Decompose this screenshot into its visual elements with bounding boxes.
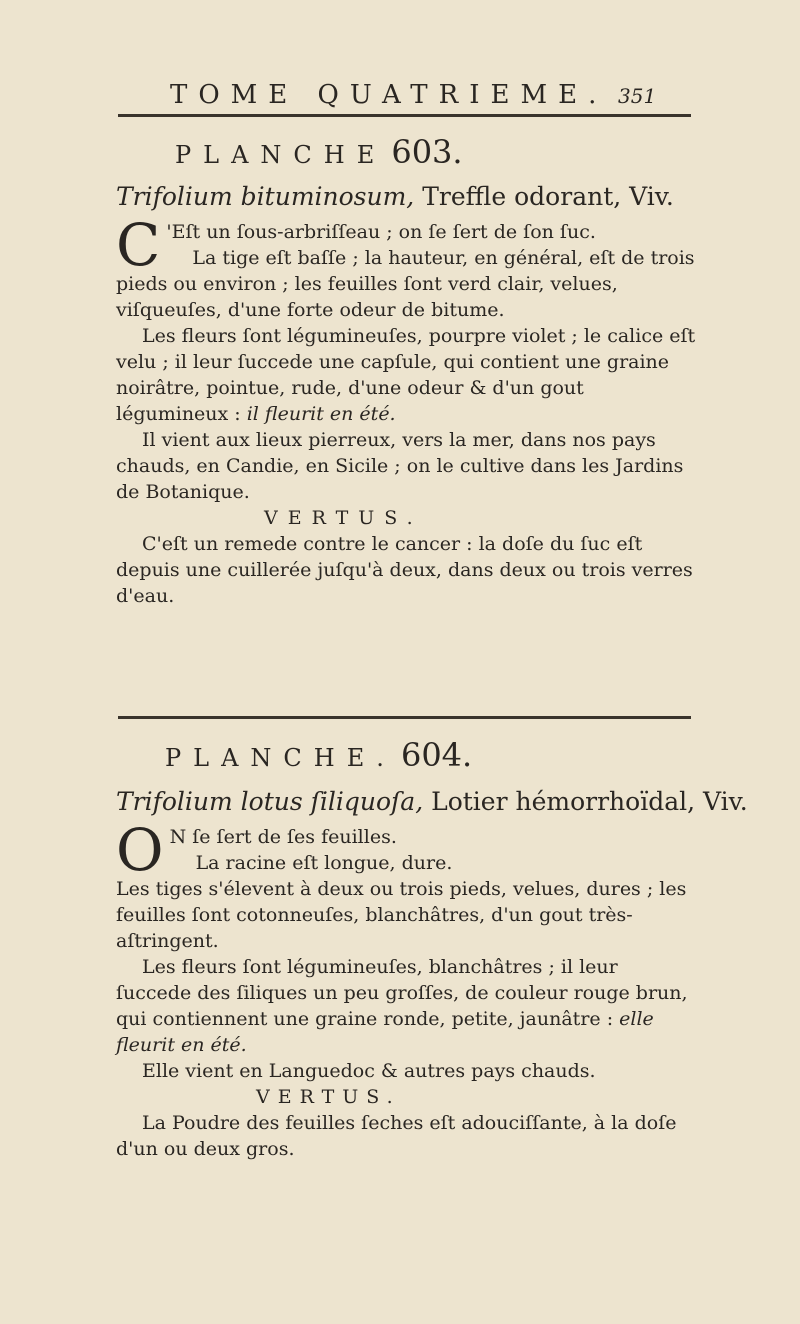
page-number: 351 [618,84,657,108]
plate-603-para-1-text: 'Eſt un ſous-arbriſſeau ; on ſe ſert de ſon ſuc. [166,221,596,243]
plate-603-drop-cap: C [116,211,161,279]
plate-604-para-5: Elle vient en Languedoc & autres pays chauds. [142,1060,596,1082]
plate-604-virtues-heading: VERTUS. [256,1086,401,1108]
plate-603-para-3 [116,323,696,427]
plate-603-french-name: Treffle odorant, Viv. [414,182,674,211]
plate-604-french-name: Lotier hémorrhoïdal, Viv. [423,787,748,816]
plate-604-latin-name: Trifolium lotus ſiliquoſa, [116,787,424,816]
plate-604-para-3: Les tiges s'élevent à deux ou trois pieds, velues, dures ; les feuilles ſont cotonneuſes, blanchâtres, d'un gout très-aſtringent. [116,878,687,952]
plate-603-flowering: il fleurit en été. [246,403,396,425]
plate-604-para-2: La racine eſt longue, dure. [195,852,453,874]
plate-604-para-4-text: Les fleurs ſont légumineuſes, blanchâtres ; il leur ſuccede des ſiliques un peu groſſes, de couleur rouge brun, qui contiennent une graine ronde, petite, jaunâtre : [116,956,688,1030]
plate-603-para-4: Il vient aux lieux pierreux, vers la mer, dans nos pays chauds, en Candie, en Sicile ; on le cultive dans les Jardins de Botanique. [116,429,684,503]
plate-604-number: 604. [400,736,473,774]
plate-604-title [116,787,748,816]
plate-603-virtues-text: C'eſt un remede contre le cancer : la doſe du ſuc eſt depuis une cuillerée juſqu'à deux, dans deux ou trois verres d'eau. [116,533,693,607]
plate-603-virtues-heading: VERTUS. [264,507,423,529]
plate-604-flowering: elle fleurit en été. [116,1008,654,1056]
top-rule [118,114,691,117]
plate-603-para-3-text: Les fleurs ſont légumineuſes, pourpre violet ; le calice eſt velu ; il leur ſuccede une capſule, qui contient une graine noirâtre, pointue, rude, d'une odeur & d'un gout légumineux : [116,325,696,425]
plate-604-body [116,816,696,1162]
plate-604-drop-cap: O [116,816,164,884]
middle-rule [118,716,691,719]
plate-604-para-1-text: N ſe ſert de ſes feuilles. [169,826,397,848]
plate-604-label: PLANCHE. [165,744,396,772]
plate-603-latin-name: Trifolium bituminosum, [116,182,415,211]
plate-603-para-1 [116,211,696,279]
plate-604-para-4 [116,954,696,1058]
plate-603-body [116,211,696,609]
plate-603-title [116,182,674,211]
plate-604-heading [0,736,800,774]
plate-603-label: PLANCHE [175,141,387,169]
plate-603-heading [0,133,800,171]
plate-603-para-2: La tige eſt baſſe ; la hauteur, en général, eſt de trois pieds ou environ ; les feuilles ſont verd clair, velues, viſqueuſes, d'une forte odeur de bitume. [116,247,695,321]
running-head-title: TOME QUATRIEME. [170,80,608,110]
plate-603-number: 603. [391,133,463,171]
plate-604-virtues-text: La Poudre des feuilles ſeches eſt adouciſſante, à la doſe d'un ou deux gros. [116,1112,677,1160]
